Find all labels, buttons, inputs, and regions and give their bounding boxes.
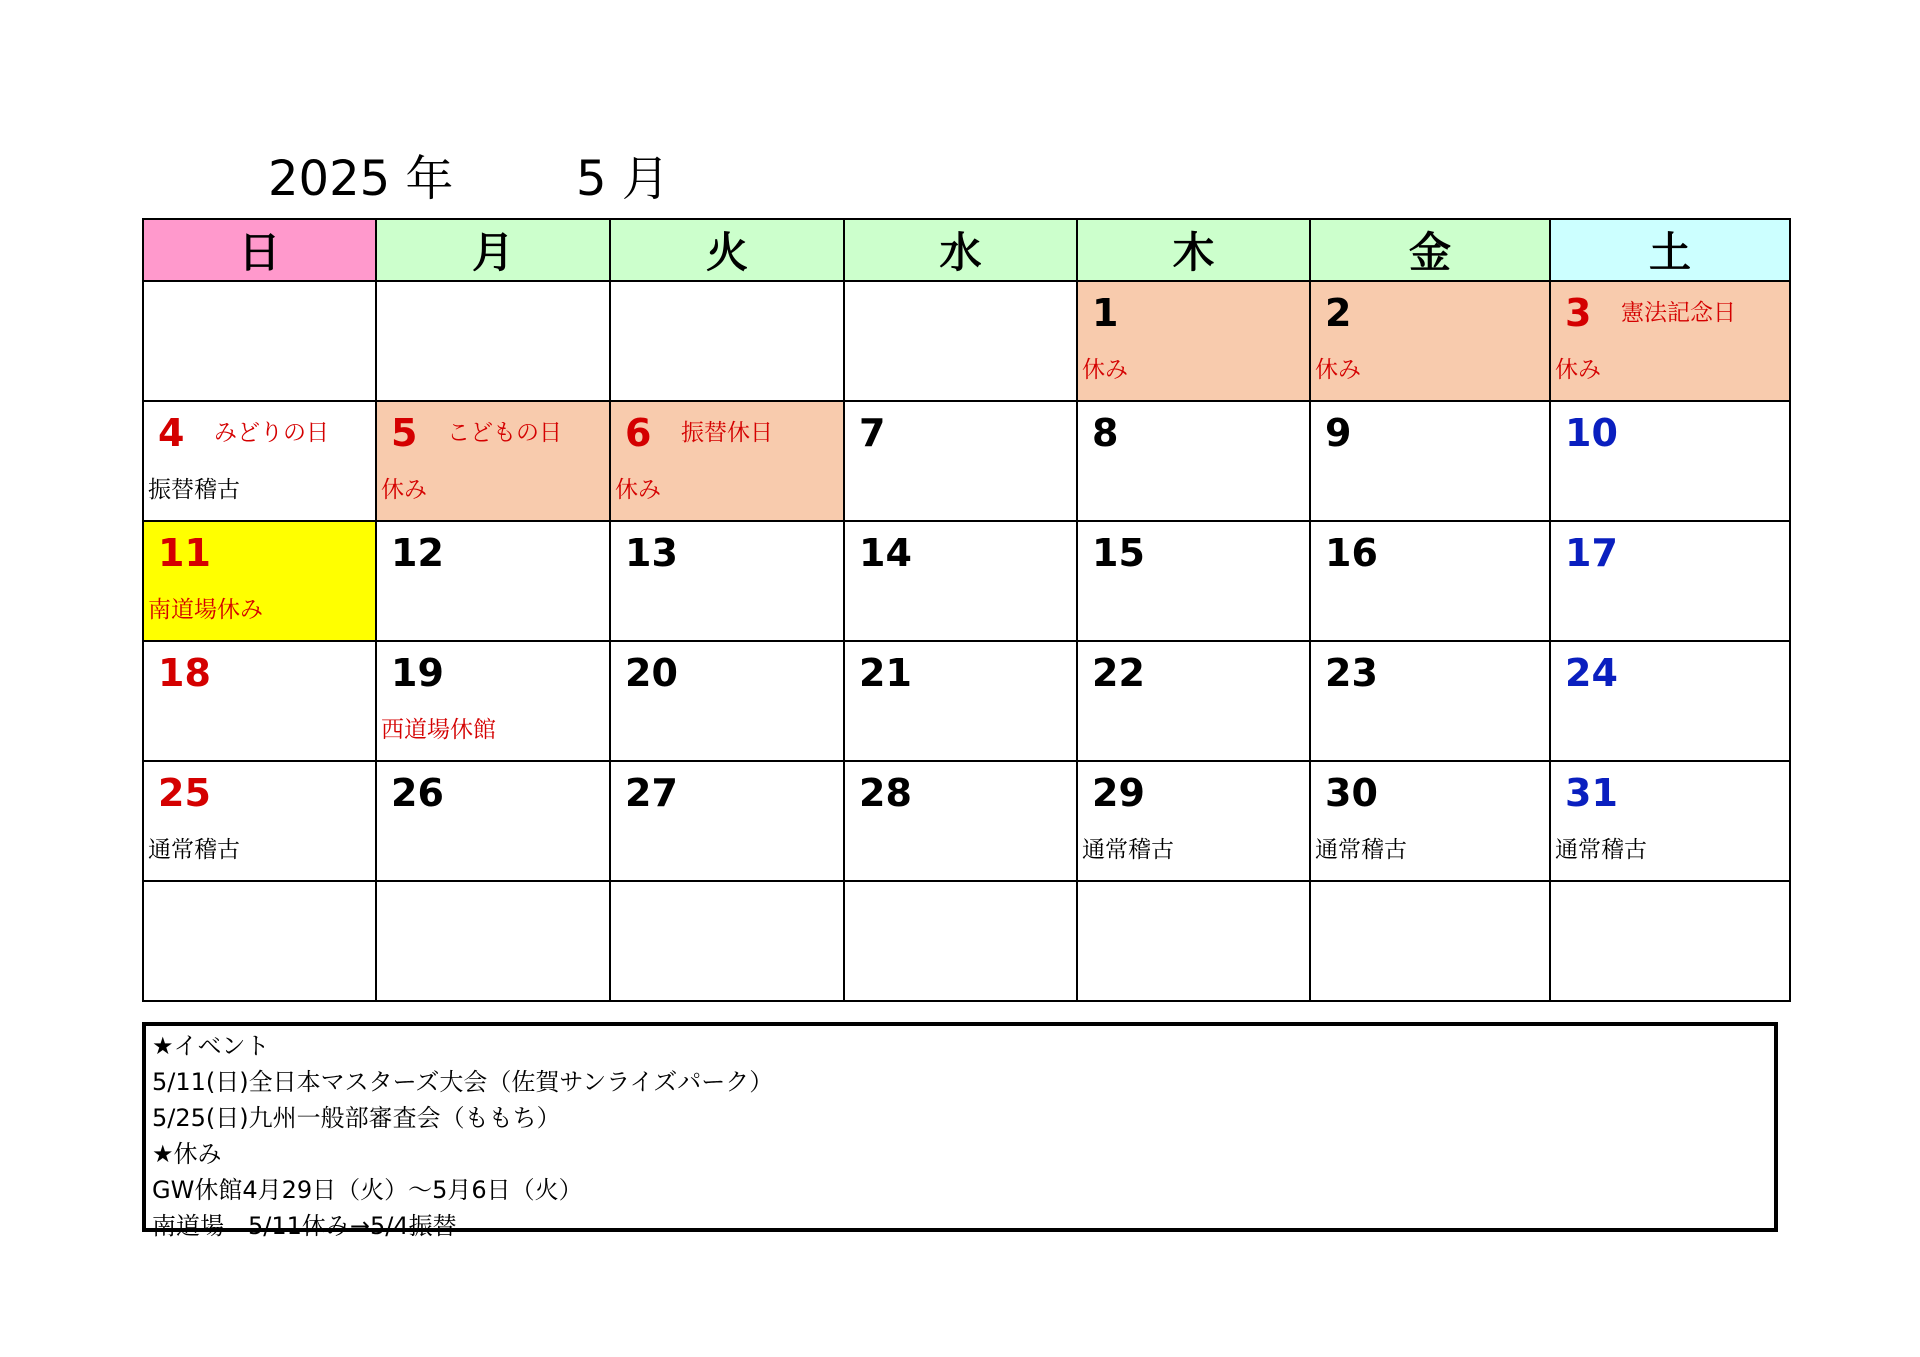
holiday-name: みどりの日 (214, 420, 329, 446)
info-line: ★イベント (152, 1032, 270, 1060)
calendar-body (143, 281, 1790, 1001)
weekday-header: 水 (844, 219, 1077, 281)
empty-day-cell (610, 881, 844, 1001)
weekday-header-row (143, 219, 1790, 281)
day-cell (610, 641, 844, 761)
day-cell (1550, 761, 1790, 881)
calendar-week-row (143, 401, 1790, 521)
holiday-name: こどもの日 (447, 420, 562, 446)
empty-day-cell (143, 281, 376, 401)
day-number: 29 (1092, 771, 1145, 815)
day-cell (1550, 521, 1790, 641)
weekday-header: 月 (376, 219, 610, 281)
day-cell (1077, 521, 1310, 641)
weekday-header: 金 (1310, 219, 1550, 281)
day-number: 19 (391, 651, 444, 695)
calendar-week-row (143, 761, 1790, 881)
empty-day-cell (1550, 881, 1790, 1001)
day-number: 10 (1565, 411, 1618, 455)
day-cell (1550, 641, 1790, 761)
day-cell (844, 401, 1077, 521)
empty-day-cell (143, 881, 376, 1001)
day-number: 31 (1565, 771, 1618, 815)
day-number: 5 (391, 411, 418, 455)
info-line: 南道場 5/11休み→5/4振替 (152, 1212, 457, 1240)
day-note: 通常稽古 (1555, 837, 1647, 863)
empty-day-cell (610, 281, 844, 401)
info-line: 5/11(日)全日本マスターズ大会（佐賀サンライズパーク） (152, 1068, 774, 1096)
day-cell (1550, 281, 1790, 401)
day-cell (1310, 521, 1550, 641)
day-cell (376, 641, 610, 761)
day-cell (143, 761, 376, 881)
day-number: 23 (1325, 651, 1378, 695)
day-cell (376, 761, 610, 881)
day-note: 通常稽古 (1315, 837, 1407, 863)
day-cell (844, 521, 1077, 641)
weekday-header: 木 (1077, 219, 1310, 281)
day-number: 27 (625, 771, 678, 815)
calendar-week-row (143, 881, 1790, 1001)
day-number: 12 (391, 531, 444, 575)
day-cell (1310, 761, 1550, 881)
info-line: 5/25(日)九州一般部審査会（ももち） (152, 1104, 561, 1132)
day-cell (376, 521, 610, 641)
day-number: 22 (1092, 651, 1145, 695)
empty-day-cell (1077, 881, 1310, 1001)
day-note: 休み (615, 477, 661, 503)
holiday-name: 憲法記念日 (1621, 300, 1736, 326)
day-number: 9 (1325, 411, 1352, 455)
day-cell (376, 401, 610, 521)
day-cell (143, 521, 376, 641)
day-number: 18 (158, 651, 211, 695)
day-number: 15 (1092, 531, 1145, 575)
day-cell (1550, 401, 1790, 521)
info-line: GW休館4月29日（火）～5月6日（火） (152, 1176, 583, 1204)
holiday-name: 振替休日 (681, 420, 773, 446)
day-cell (1310, 281, 1550, 401)
day-number: 7 (859, 411, 886, 455)
info-box (142, 1022, 1778, 1240)
day-number: 26 (391, 771, 444, 815)
day-number: 2 (1325, 291, 1352, 335)
day-cell (610, 761, 844, 881)
day-cell (610, 401, 844, 521)
day-number: 28 (859, 771, 912, 815)
info-line: ★休み (152, 1140, 222, 1168)
day-cell (1077, 401, 1310, 521)
day-number: 24 (1565, 651, 1618, 695)
day-note: 通常稽古 (1082, 837, 1174, 863)
day-cell (1077, 641, 1310, 761)
day-cell (1077, 761, 1310, 881)
day-number: 21 (859, 651, 912, 695)
day-cell (143, 641, 376, 761)
day-number: 30 (1325, 771, 1378, 815)
day-number: 6 (625, 411, 652, 455)
day-note: 休み (1315, 357, 1361, 383)
day-note: 南道場休み (148, 597, 263, 623)
empty-day-cell (844, 881, 1077, 1001)
weekday-header: 日 (143, 219, 376, 281)
day-number: 20 (625, 651, 678, 695)
day-cell (1310, 401, 1550, 521)
calendar-week-row (143, 281, 1790, 401)
day-note: 通常稽古 (148, 837, 240, 863)
empty-day-cell (844, 281, 1077, 401)
day-note: 振替稽古 (148, 477, 240, 503)
day-note: 休み (381, 477, 427, 503)
day-number: 14 (859, 531, 912, 575)
day-number: 8 (1092, 411, 1119, 455)
empty-day-cell (376, 881, 610, 1001)
calendar-grid (142, 218, 1791, 1002)
day-cell (844, 761, 1077, 881)
day-number: 3 (1565, 291, 1592, 335)
day-number: 11 (158, 531, 211, 575)
day-cell (1077, 281, 1310, 401)
day-number: 16 (1325, 531, 1378, 575)
day-note: 西道場休館 (381, 717, 496, 743)
empty-day-cell (376, 281, 610, 401)
day-number: 13 (625, 531, 678, 575)
calendar-week-row (143, 521, 1790, 641)
day-number: 1 (1092, 291, 1119, 335)
weekday-header: 火 (610, 219, 844, 281)
weekday-header: 土 (1550, 219, 1790, 281)
day-note: 休み (1555, 357, 1601, 383)
day-number: 4 (158, 411, 185, 455)
day-cell (844, 641, 1077, 761)
calendar-year: 2025 年 (268, 151, 454, 207)
day-cell (610, 521, 844, 641)
day-number: 25 (158, 771, 211, 815)
day-cell (1310, 641, 1550, 761)
day-note: 休み (1082, 357, 1128, 383)
calendar-week-row (143, 641, 1790, 761)
calendar-month: 5 月 (576, 151, 670, 207)
day-cell (143, 401, 376, 521)
day-number: 17 (1565, 531, 1618, 575)
empty-day-cell (1310, 881, 1550, 1001)
